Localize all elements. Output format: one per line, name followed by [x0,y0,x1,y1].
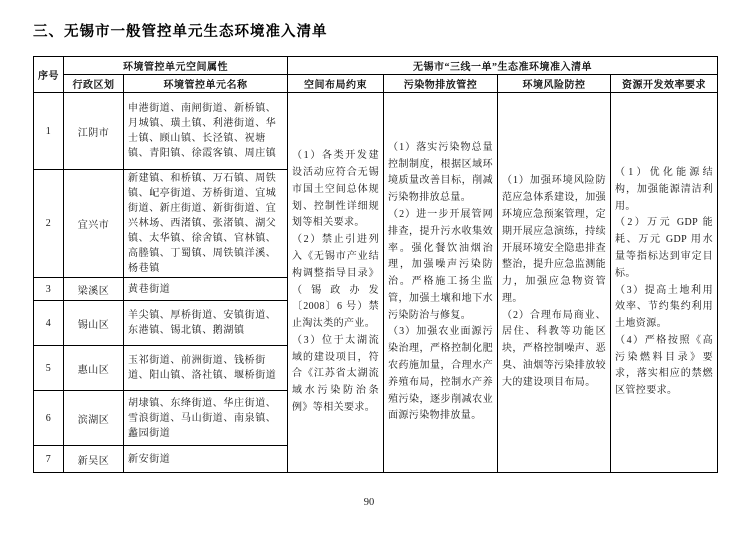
row-district: 锡山区 [64,301,124,346]
row-no: 5 [34,346,64,391]
resource-item: （1）优化能源结构，加强能源清洁利用。 [615,166,713,212]
header-resource: 资源开发效率要求 [611,75,718,93]
row-district: 新吴区 [64,446,124,473]
header-district: 行政区划 [64,75,124,93]
resource-item: （4）严格按照《高污染燃料目录》要求，落实相应的禁燃区管控要求。 [615,334,713,397]
spatial-item: （1）各类开发建设活动应符合无锡市国土空间总体规划、控制性详细规划等相关要求。 [292,150,379,229]
pollution-item: （2）进一步开展管网排查，提升污水收集效率。强化餐饮油烟治理，加强噪声污染防治。严格施工扬尘监管，加强土壤和地下水污染防治与修复。 [388,208,493,321]
cell-risk-requirements [498,93,611,473]
page-number: 90 [363,497,375,508]
cell-spatial-requirements [288,93,384,473]
pollution-item: （3）加强农业面源污染治理，严格控制化肥农药施加量，合理水产养殖布局，控制水产养殖污染，逐步削减农业面源污染物排放量。 [388,326,493,422]
spatial-item: （2）禁止引进列入《无锡市产业结构调整指导目录》（锡政办发〔2008〕6 号）禁止淘汰类的产业。 [292,234,379,330]
risk-item: （1）加强环境风险防范应急体系建设，加强环境应急预案管理，定期开展应急演练，持续开展环境安全隐患排查整治，提升应急监测能力，加强应急物资管理。 [502,175,606,304]
row-district: 江阴市 [64,93,124,170]
row-units: 羊尖镇、厚桥街道、安镇街道、东港镇、锡北镇、鹅湖镇 [124,301,288,346]
table-row [34,93,718,170]
header-spatial: 空间布局约束 [288,75,384,93]
row-units: 胡埭镇、东绛街道、华庄街道、雪浪街道、马山街道、南泉镇、蠡园街道 [124,391,288,446]
row-units: 申港街道、南闸街道、新桥镇、月城镇、璜土镇、利港街道、华士镇、顾山镇、长泾镇、祝塘镇、青阳镇、徐霞客镇、周庄镇 [124,93,288,170]
page-title: 三、无锡市一般管控单元生态环境准入清单 [33,24,328,40]
header-group-spatial-attr: 环境管控单元空间属性 [64,57,288,75]
row-units: 新安街道 [124,446,288,473]
row-units: 黄巷街道 [124,278,288,301]
spatial-item: （3）位于太湖流域的建设项目，符合《江苏省太湖流域水污染防治条例》等相关要求。 [292,334,379,414]
row-no: 7 [34,446,64,473]
row-district: 梁溪区 [64,278,124,301]
header-pollution: 污染物排放管控 [384,75,498,93]
row-no: 4 [34,301,64,346]
header-group-access-list: 无锡市“三线一单”生态准环境准入清单 [288,57,718,75]
header-unit-name: 环境管控单元名称 [124,75,288,93]
row-no: 6 [34,391,64,446]
header-no: 序号 [34,57,64,93]
pollution-item: （1）落实污染物总量控制制度，根据区域环境质量改善目标，削减污染物排放总量。 [388,141,493,204]
row-no: 3 [34,278,64,301]
access-list-table [33,56,718,473]
row-district: 惠山区 [64,346,124,391]
resource-item: （3）提高土地利用效率、节约集约利用土地资源。 [615,284,713,330]
row-district: 宜兴市 [64,170,124,278]
header-risk: 环境风险防控 [498,75,611,93]
row-no: 2 [34,170,64,278]
risk-item: （2）合理布局商业、居住、科教等功能区块，严格控制噪声、恶臭、油烟等污染排放较大的建设项目布局。 [502,309,606,388]
resource-item: （2）万元 GDP 能耗、万元 GDP 用水量等指标达到审定目标。 [615,217,713,279]
row-units: 玉祁街道、前洲街道、钱桥街道、阳山镇、洛社镇、堰桥街道 [124,346,288,391]
row-units: 新建镇、和桥镇、万石镇、周铁镇、屺亭街道、芳桥街道、宜城街道、新庄街道、新街街道、宜兴林场、西渚镇、张渚镇、湖父镇、太华镇、徐舍镇、官林镇、高塍镇、丁蜀镇、周铁镇洋溪、杨巷镇 [124,170,288,278]
cell-pollution-requirements [384,93,498,473]
cell-resource-requirements [611,93,718,473]
row-no: 1 [34,93,64,170]
table-header [34,57,718,93]
row-district: 滨湖区 [64,391,124,446]
